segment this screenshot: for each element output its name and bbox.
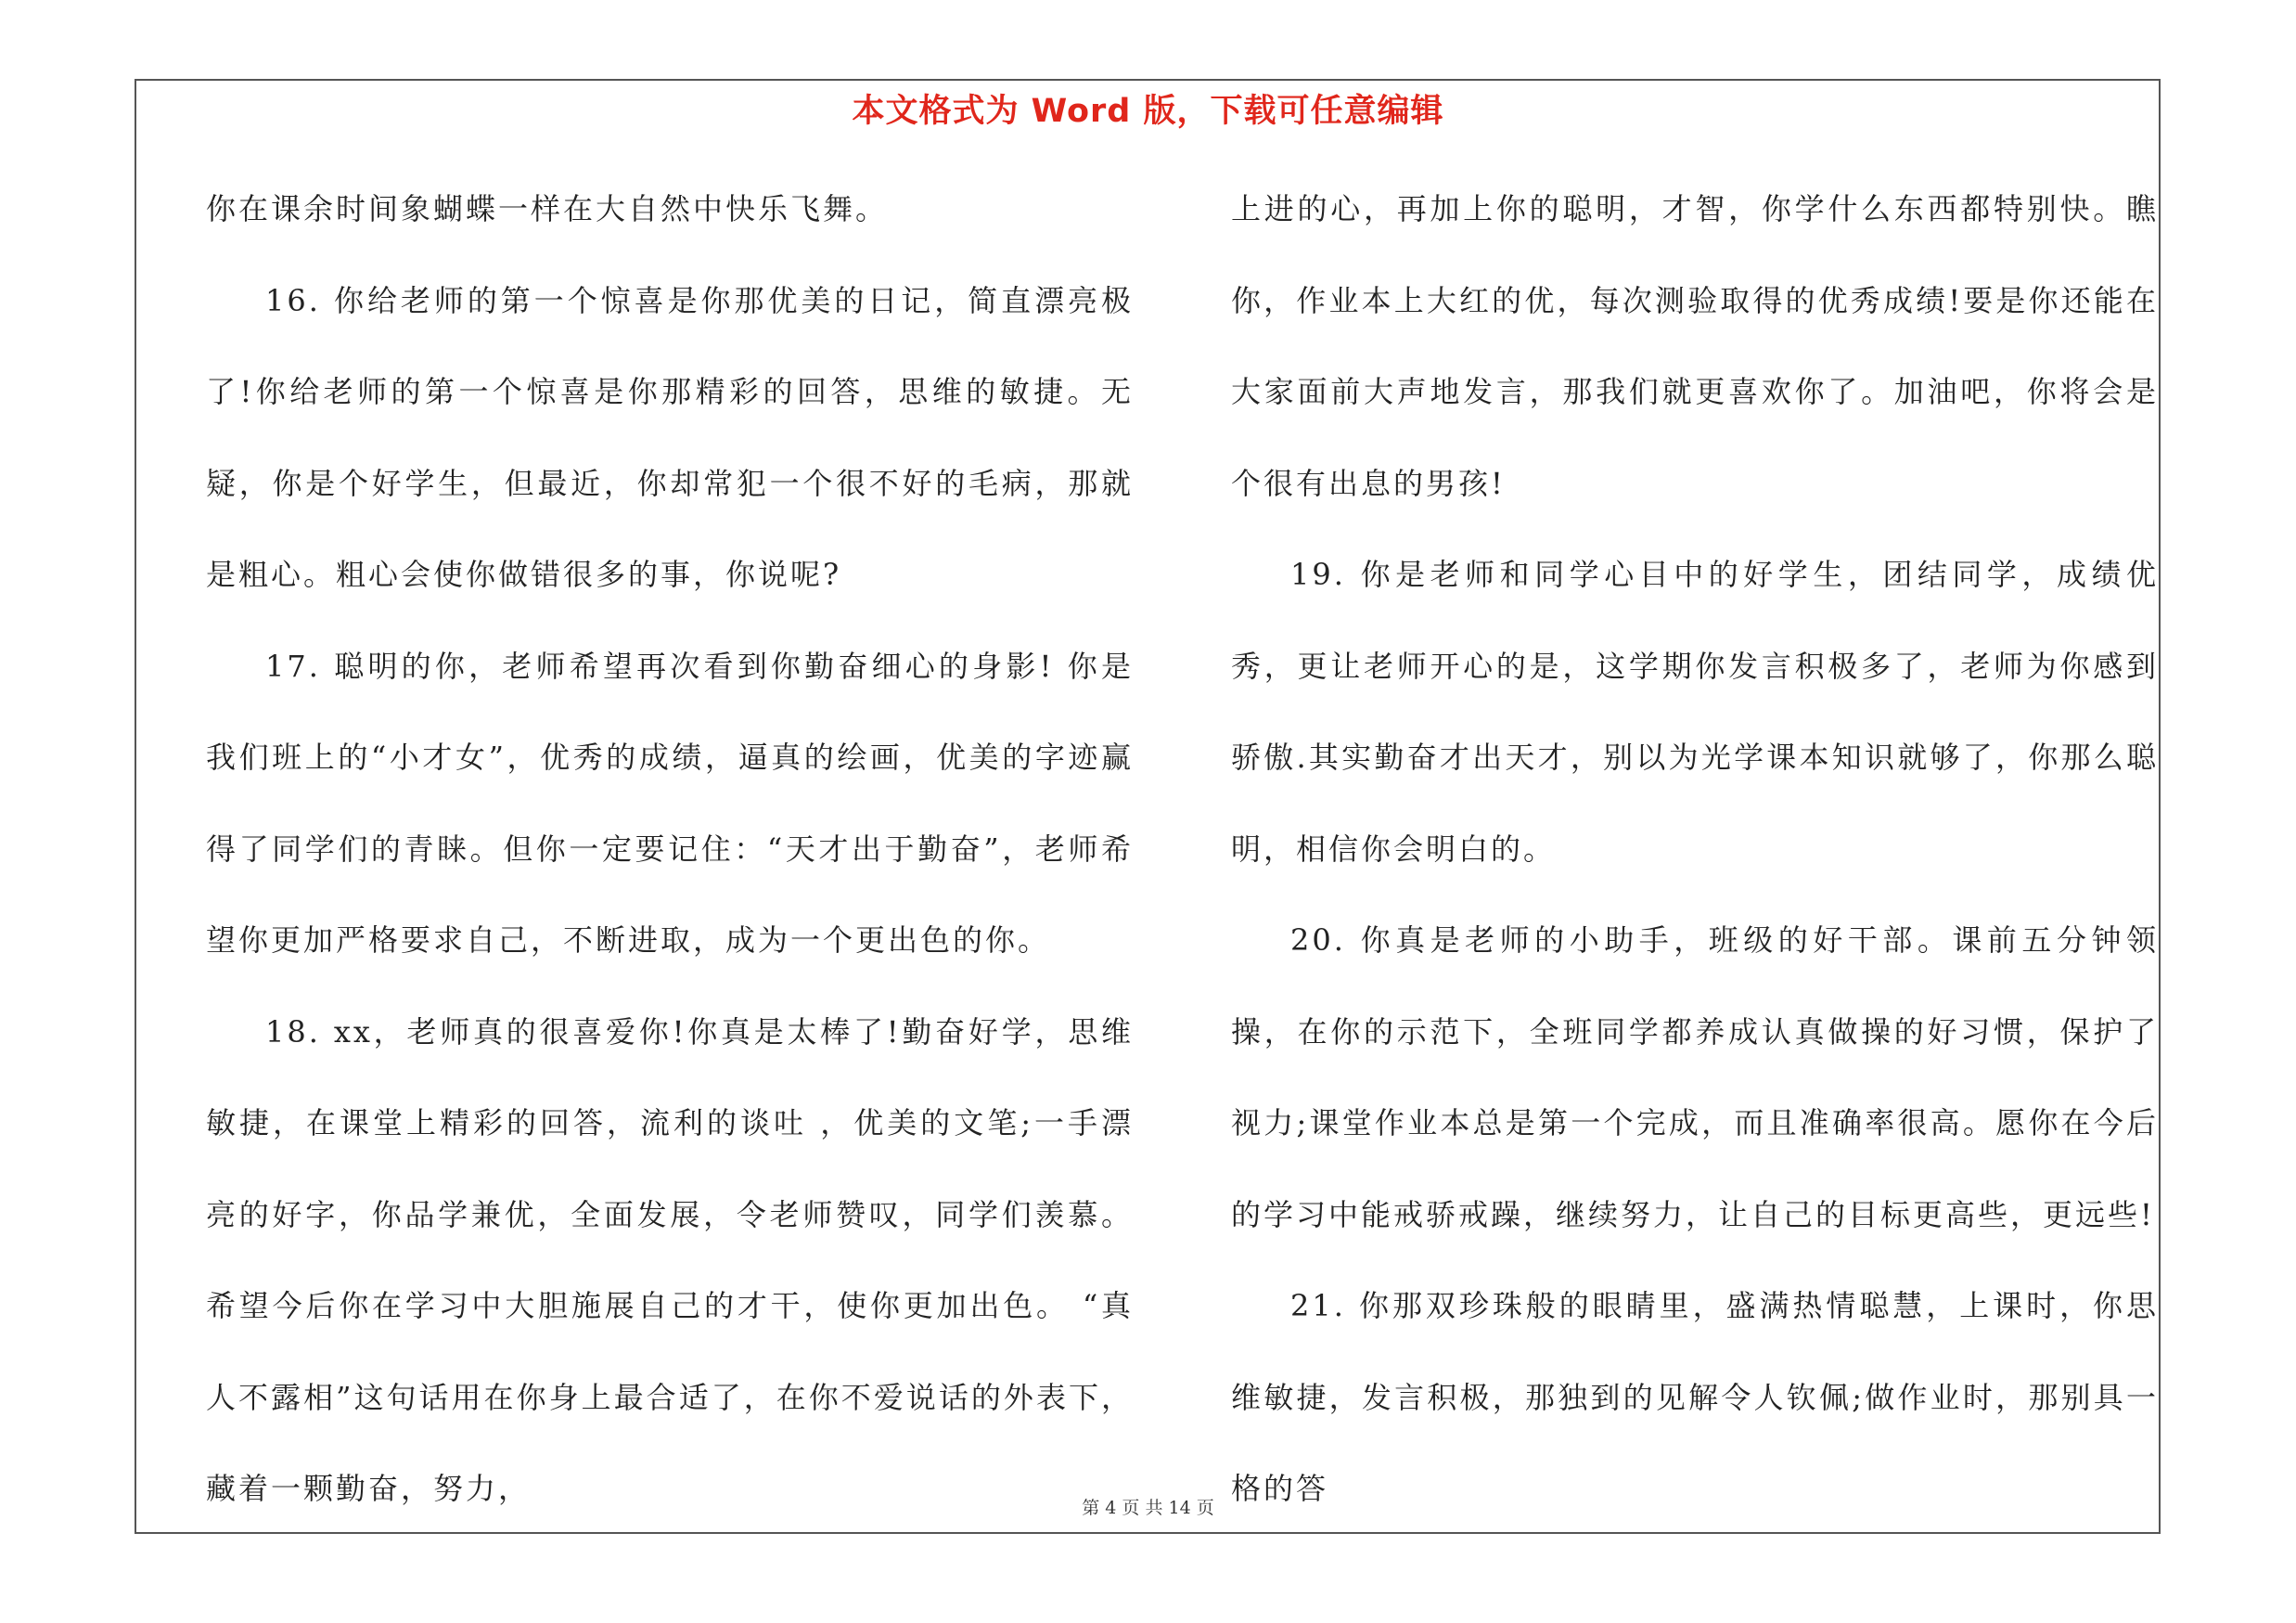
paragraph: 上进的心，再加上你的聪明，才智，你学什么东西都特别快。瞧你，作业本上大红的优，每次测验取得的优秀成绩!要是你还能在大家面前大声地发言，那我们就更喜欢你了。加油吧，你将会是个很有出息的男孩! — [1231, 191, 2159, 501]
left-column — [206, 163, 1134, 1535]
paragraph: 16. 你给老师的第一个惊喜是你那优美的日记，简直漂亮极了!你给老师的第一个惊喜是你那精彩的回答，思维的敏捷。无疑，你是个好学生，但最近，你却常犯一个很不好的毛病，那就是粗心。粗心会使你做错很多的事，你说呢? — [206, 282, 1134, 592]
paragraph: 19. 你是老师和同学心目中的好学生，团结同学，成绩优秀，更让老师开心的是，这学期你发言积极多了，老师为你感到骄傲.其实勤奋才出天才，别以为光学课本知识就够了，你那么聪明，相信你会明白的。 — [1231, 557, 2159, 867]
page-number: 第 4 页 共 14 页 — [1082, 1498, 1214, 1518]
paragraph: 你在课余时间象蝴蝶一样在大自然中快乐飞舞。 — [206, 191, 889, 226]
paragraph: 17. 聪明的你，老师希望再次看到你勤奋细心的身影! 你是我们班上的“小才女”，优秀的成绩，逼真的绘画，优美的字迹赢得了同学们的青睐。但你一定要记住：“天才出于勤奋”，老师希望你更加严格要求自己，不断进取，成为一个更出色的你。 — [206, 648, 1134, 958]
paragraph: 20. 你真是老师的小助手，班级的好干部。课前五分钟领操，在你的示范下，全班同学都养成认真做操的好习惯，保护了视力;课堂作业本总是第一个完成，而且准确率很高。愿你在今后的学习中能戒骄戒躁，继续努力，让自己的目标更高些，更远些! — [1231, 922, 2159, 1232]
paragraph: 18. xx，老师真的很喜爱你!你真是太棒了!勤奋好学，思维敏捷，在课堂上精彩的回答，流利的谈吐 ，优美的文笔;一手漂亮的好字，你品学兼优，全面发展，令老师赞叹，同学们羡慕。希望今后你在学习中大胆施展自己的才干，使你更加出色。 “真人不露相”这句话用在你身上最合适了，在你不爱说话的外表下，藏着一颗勤奋，努力， — [206, 1013, 1134, 1506]
right-column — [1231, 163, 2159, 1535]
paragraph: 21. 你那双珍珠般的眼睛里，盛满热情聪慧，上课时，你思维敏捷，发言积极，那独到的见解令人钦佩;做作业时，那别具一格的答 — [1231, 1288, 2159, 1506]
page-header-title: 本文格式为 Word 版，下载可任意编辑 — [852, 93, 1444, 130]
